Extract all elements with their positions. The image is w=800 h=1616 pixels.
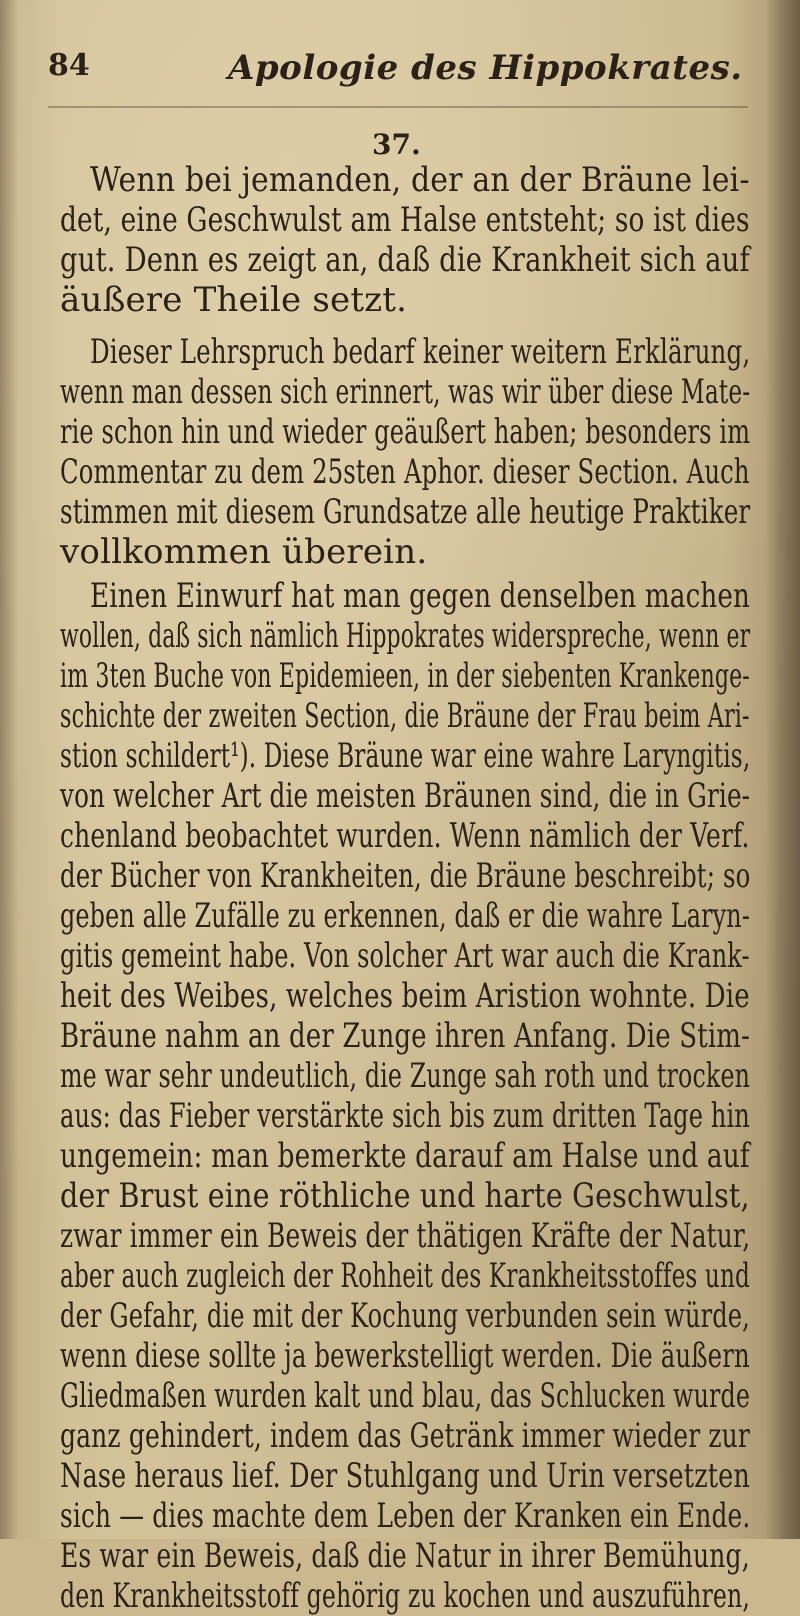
header-rule — [48, 106, 748, 108]
text-line: sich — dies machte dem Leben der Kranken ein Ende. — [60, 1496, 751, 1536]
page-gutter-shadow — [766, 0, 800, 1539]
text-line: det, eine Geschwulst am Halse entsteht; so ist dies — [60, 200, 750, 240]
text-line: zwar immer ein Beweis der thätigen Kräfte der Natur, — [60, 1216, 751, 1256]
text-line: stimmen mit diesem Grundsatze alle heutige Praktiker — [60, 492, 751, 532]
running-title: Apologie des Hippokrates. — [228, 48, 743, 88]
text-line: wenn diese sollte ja bewerkstelligt werden. Die äußern — [60, 1336, 750, 1376]
text-line: geben alle Zufälle zu erkennen, daß er die wahre Laryn- — [60, 896, 751, 936]
text-line: Bräune nahm an der Zunge ihren Anfang. Die Stim- — [60, 1016, 751, 1056]
text-line: heit des Weibes, welches beim Aristion wohnte. Die — [60, 976, 750, 1016]
text-line: der Gefahr, die mit der Kochung verbunden sein würde, — [60, 1296, 750, 1336]
text-line: der Bücher von Krankheiten, die Bräune beschreibt; so — [60, 856, 751, 896]
text-line: den Krankheitsstoff gehörig zu kochen und auszuführen, — [60, 1576, 751, 1616]
text-line: Commentar zu dem 25sten Aphor. dieser Section. Auch — [60, 452, 750, 492]
text-line: Wenn bei jemanden, der an der Bräune lei- — [90, 160, 750, 200]
text-line: Dieser Lehrspruch bedarf keiner weitern Erklärung, — [90, 332, 751, 372]
text-line: ganz gehindert, indem das Getränk immer wieder zur — [60, 1416, 751, 1456]
text-line: ungemein: man bemerkte darauf am Halse und auf — [60, 1136, 750, 1176]
text-line: aus: das Fieber verstärkte sich bis zum dritten Tage hin — [60, 1096, 750, 1136]
text-line: me war sehr undeutlich, die Zunge sah roth und trocken — [60, 1056, 751, 1096]
text-line: Nase heraus lief. Der Stuhlgang und Urin versetzten — [60, 1456, 750, 1496]
text-line: aber auch zugleich der Rohheit des Krankheitsstoffes und — [60, 1256, 750, 1296]
page-number: 84 — [48, 48, 90, 83]
text-line: Es war ein Beweis, daß die Natur in ihrer Bemühung, — [60, 1536, 750, 1576]
text-line: chenland beobachtet wurden. Wenn nämlich der Verf. — [60, 816, 750, 856]
text-line: gut. Denn es zeigt an, daß die Krankheit sich auf — [60, 240, 750, 280]
text-line: Gliedmaßen wurden kalt und blau, das Schlucken wurde — [60, 1376, 751, 1416]
text-line: im 3ten Buche von Epidemieen, in der siebenten Krankenge- — [60, 656, 750, 696]
page-left-shadow — [0, 0, 18, 1539]
text-line: vollkommen überein. — [60, 532, 428, 572]
page-header — [48, 48, 748, 104]
text-line: äußere Theile setzt. — [60, 280, 408, 320]
text-line: wollen, daß sich nämlich Hippokrates widerspreche, wenn er — [60, 616, 751, 656]
text-line: von welcher Art die meisten Bräunen sind, die in Grie- — [60, 776, 751, 816]
text-line: rie schon hin und wieder geäußert haben; besonders im — [60, 412, 751, 452]
section-number: 37. — [372, 128, 421, 161]
text-line: gitis gemeint habe. Von solcher Art war auch die Krank- — [60, 936, 750, 976]
text-line: der Brust eine röthliche und harte Geschwulst, — [60, 1176, 750, 1216]
text-line: Einen Einwurf hat man gegen denselben machen — [90, 576, 751, 616]
text-line: wenn man dessen sich erinnert, was wir über diese Mate- — [60, 372, 751, 412]
text-line: schichte der zweiten Section, die Bräune der Frau beim Ari- — [60, 696, 750, 736]
text-line: stion schildert¹). Diese Bräune war eine wahre Laryngitis, — [60, 736, 751, 776]
